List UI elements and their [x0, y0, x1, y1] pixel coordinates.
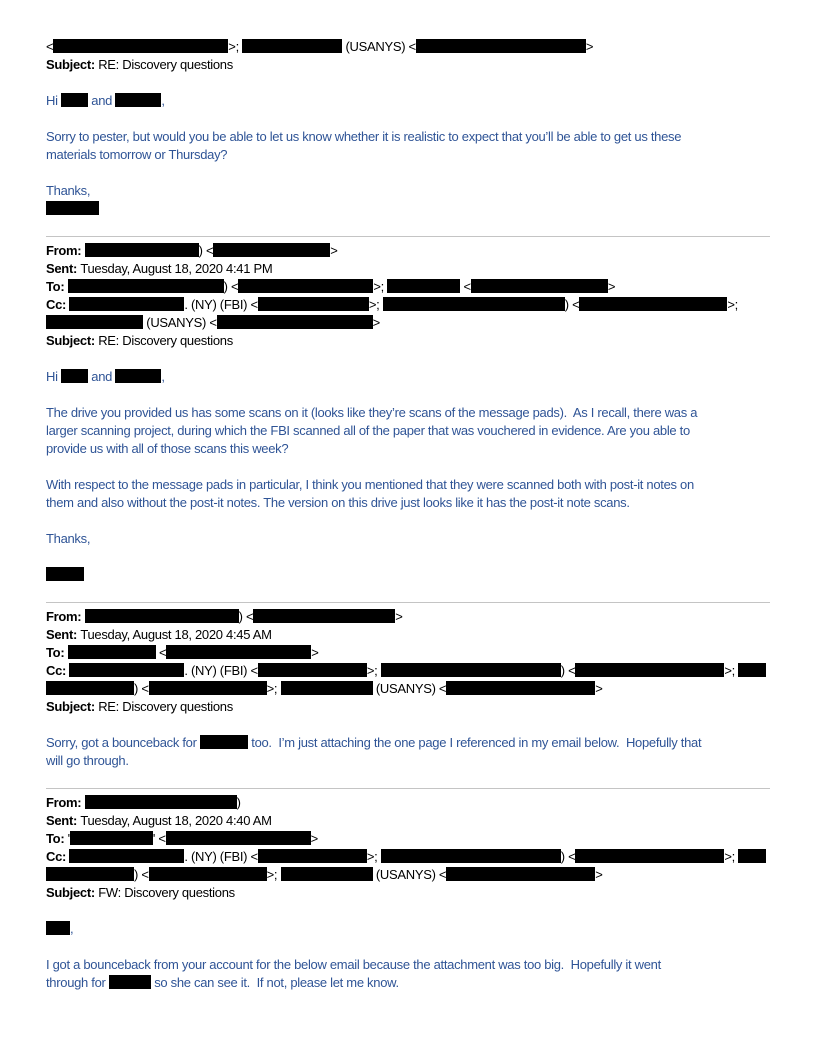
redaction-box: [85, 243, 199, 257]
text-run: The drive you provided us has some scans on it (looks like they’re scans of the message pads). As I recall, there was a: [46, 405, 698, 420]
blank-line: [46, 110, 770, 128]
text-run: ) <: [238, 609, 254, 624]
header-field-label: From:: [46, 609, 85, 624]
redaction-box: [238, 279, 373, 293]
text-run: ' <: [152, 831, 166, 846]
body-line: [46, 494, 770, 512]
text-run: >;: [727, 297, 738, 312]
blank-line: [46, 770, 770, 788]
text-run: >;: [366, 849, 381, 864]
text-run: ): [236, 795, 241, 810]
redaction-box: [115, 369, 161, 383]
body-line: [46, 752, 770, 770]
text-run: >: [311, 645, 319, 660]
text-run: >: [372, 315, 380, 330]
text-run: >: [595, 867, 603, 882]
text-run: ) <: [134, 867, 149, 882]
email-message: [46, 38, 770, 236]
blank-line: [46, 386, 770, 404]
redaction-box: [46, 567, 84, 581]
text-run: materials tomorrow or Thursday?: [46, 147, 228, 162]
redaction-box: [383, 297, 565, 311]
redaction-box: [53, 39, 228, 53]
redaction-box: [575, 849, 724, 863]
text-run: >: [395, 609, 403, 624]
body-line: [46, 734, 770, 752]
header-field-label: Subject:: [46, 699, 95, 714]
body-line: [46, 182, 770, 200]
header-line: [46, 260, 770, 278]
redaction-box: [471, 279, 608, 293]
redaction-box: [217, 315, 373, 329]
redaction-box: [68, 279, 224, 293]
header-line: [46, 56, 770, 74]
text-run: ) <: [134, 681, 149, 696]
text-run: >;: [368, 297, 383, 312]
redaction-box: [258, 297, 369, 311]
redaction-box: [166, 831, 311, 845]
body-line: [46, 956, 770, 974]
header-line: [46, 884, 770, 902]
body-line: [46, 566, 770, 584]
text-run: and: [88, 93, 116, 108]
text-run: them and also without the post-it notes. The version on this drive just looks like it has the post-it note scans.: [46, 495, 630, 510]
text-run: ) <: [560, 849, 576, 864]
text-run: (USANYS) <: [342, 39, 416, 54]
header-line: [46, 332, 770, 350]
text-run: provide us with all of those scans this week?: [46, 441, 289, 456]
text-run: Sorry to pester, but would you be able to let us know whether it is realistic to expect that you’ll be able to get us these: [46, 129, 682, 144]
text-run: <: [155, 645, 167, 660]
header-field-label: Cc:: [46, 297, 70, 312]
text-run: larger scanning project, during which the FBI scanned all of the paper that was vouchered in evidence. Are you able to: [46, 423, 690, 438]
redaction-box: [258, 849, 367, 863]
redaction-box: [61, 93, 88, 107]
blank-line: [46, 350, 770, 368]
header-line: [46, 314, 770, 332]
text-run: >: [330, 243, 338, 258]
redaction-box: [579, 297, 727, 311]
header-field-label: Sent:: [46, 627, 81, 642]
text-run: >;: [228, 39, 243, 54]
redaction-box: [281, 867, 373, 881]
text-run: . (NY) (FBI) <: [184, 849, 258, 864]
header-field-label: From:: [46, 243, 85, 258]
blank-line: [46, 584, 770, 602]
redaction-box: [46, 921, 70, 935]
redaction-box: [149, 681, 267, 695]
text-run: Tuesday, August 18, 2020 4:41 PM: [80, 261, 273, 276]
header-field-label: Cc:: [46, 849, 70, 864]
text-run: Sorry, got a bounceback for: [46, 735, 200, 750]
text-run: through for: [46, 975, 109, 990]
email-message: [46, 602, 770, 788]
blank-line: [46, 902, 770, 920]
redaction-box: [387, 279, 460, 293]
header-field-label: From:: [46, 795, 85, 810]
header-field-label: Subject:: [46, 333, 95, 348]
redaction-box: [213, 243, 330, 257]
redaction-box: [242, 39, 342, 53]
redaction-box: [115, 93, 161, 107]
text-run: >: [310, 831, 318, 846]
text-run: >: [607, 279, 616, 294]
blank-line: [46, 74, 770, 92]
header-line: [46, 38, 770, 56]
redaction-box: [109, 975, 151, 989]
body-line: [46, 476, 770, 494]
redaction-box: [381, 663, 561, 677]
text-run: >: [595, 681, 603, 696]
body-line: [46, 920, 770, 938]
redaction-box: [281, 681, 373, 695]
text-run: . (NY) (FBI) <: [184, 663, 258, 678]
text-run: (USANYS) <: [372, 681, 447, 696]
blank-line: [46, 548, 770, 566]
text-run: RE: Discovery questions: [94, 699, 233, 714]
blank-line: [46, 938, 770, 956]
header-field-label: Subject:: [46, 885, 95, 900]
redaction-box: [446, 681, 595, 695]
text-run: Hi: [46, 93, 61, 108]
text-run: ,: [161, 93, 165, 108]
text-run: >;: [724, 849, 739, 864]
redaction-box: [46, 201, 99, 215]
blank-line: [46, 458, 770, 476]
header-line: [46, 242, 770, 260]
redaction-box: [738, 849, 766, 863]
text-run: RE: Discovery questions: [94, 333, 233, 348]
text-run: (USANYS) <: [372, 867, 447, 882]
redaction-box: [166, 645, 311, 659]
redaction-box: [381, 849, 561, 863]
header-line: [46, 680, 770, 698]
header-field-label: To:: [46, 645, 68, 660]
email-message: [46, 788, 770, 992]
redaction-box: [258, 663, 367, 677]
body-line: [46, 146, 770, 164]
text-run: With respect to the message pads in particular, I think you mentioned that they were scanned both with post-it notes on: [46, 477, 694, 492]
text-run: . (NY) (FBI) <: [184, 297, 258, 312]
redaction-box: [85, 795, 237, 809]
header-field-label: Sent:: [46, 261, 81, 276]
redaction-box: [200, 735, 248, 749]
text-run: so she can see it. If not, please let me know.: [150, 975, 399, 990]
redaction-box: [253, 609, 395, 623]
text-run: Thanks,: [46, 183, 91, 198]
header-line: [46, 866, 770, 884]
blank-line: [46, 716, 770, 734]
redaction-box: [446, 867, 595, 881]
header-line: [46, 296, 770, 314]
text-run: Tuesday, August 18, 2020 4:45 AM: [80, 627, 272, 642]
header-field-label: To:: [46, 831, 68, 846]
text-run: RE: Discovery questions: [94, 57, 233, 72]
body-line: [46, 404, 770, 422]
text-run: >;: [724, 663, 739, 678]
text-run: >: [585, 39, 594, 54]
email-thread: [46, 38, 770, 992]
body-line: [46, 974, 770, 992]
redaction-box: [69, 297, 184, 311]
text-run: <: [460, 279, 471, 294]
blank-line: [46, 512, 770, 530]
text-run: ) <: [198, 243, 214, 258]
text-run: ,: [70, 921, 74, 936]
text-run: ) <: [564, 297, 580, 312]
text-run: >;: [366, 663, 381, 678]
text-run: ,: [161, 369, 165, 384]
text-run: too. I’m just attaching the one page I referenced in my email below. Hopefully that: [247, 735, 702, 750]
header-line: [46, 848, 770, 866]
text-run: ': [67, 831, 70, 846]
header-line: [46, 662, 770, 680]
header-line: [46, 830, 770, 848]
header-field-label: To:: [46, 279, 68, 294]
text-run: I got a bounceback from your account for the below email because the attachment was too big. Hopefully it went: [46, 957, 661, 972]
header-line: [46, 608, 770, 626]
header-line: [46, 644, 770, 662]
text-run: Hi: [46, 369, 61, 384]
body-line: [46, 128, 770, 146]
header-line: [46, 698, 770, 716]
blank-line: [46, 218, 770, 236]
text-run: >;: [373, 279, 388, 294]
redaction-box: [67, 831, 153, 846]
header-line: [46, 794, 770, 812]
redaction-box: [61, 369, 88, 383]
redaction-box: [46, 867, 134, 881]
redaction-box: [68, 645, 156, 659]
body-line: [46, 422, 770, 440]
text-run: FW: Discovery questions: [94, 885, 235, 900]
text-run: >;: [266, 681, 281, 696]
header-field-label: Cc:: [46, 663, 70, 678]
email-message: [46, 236, 770, 602]
header-field-label: Sent:: [46, 813, 81, 828]
body-line: [46, 200, 770, 218]
redaction-box: [416, 39, 586, 53]
text-run: Thanks,: [46, 531, 91, 546]
text-run: >;: [266, 867, 281, 882]
body-line: [46, 368, 770, 386]
text-run: <: [46, 39, 54, 54]
header-field-label: Subject:: [46, 57, 95, 72]
text-run: (USANYS) <: [143, 315, 217, 330]
text-run: will go through.: [46, 753, 129, 768]
body-line: [46, 530, 770, 548]
redaction-box: [69, 663, 184, 677]
text-run: ) <: [223, 279, 239, 294]
header-line: [46, 812, 770, 830]
redaction-box: [575, 663, 724, 677]
redaction-box: [69, 849, 184, 863]
text-run: ) <: [560, 663, 576, 678]
redaction-box: [149, 867, 267, 881]
header-line: [46, 626, 770, 644]
header-line: [46, 278, 770, 296]
redaction-box: [46, 315, 143, 329]
body-line: [46, 440, 770, 458]
redaction-box: [85, 609, 239, 623]
redaction-box: [46, 681, 134, 695]
blank-line: [46, 164, 770, 182]
body-line: [46, 92, 770, 110]
text-run: and: [88, 369, 116, 384]
text-run: Tuesday, August 18, 2020 4:40 AM: [80, 813, 272, 828]
redaction-box: [738, 663, 766, 677]
